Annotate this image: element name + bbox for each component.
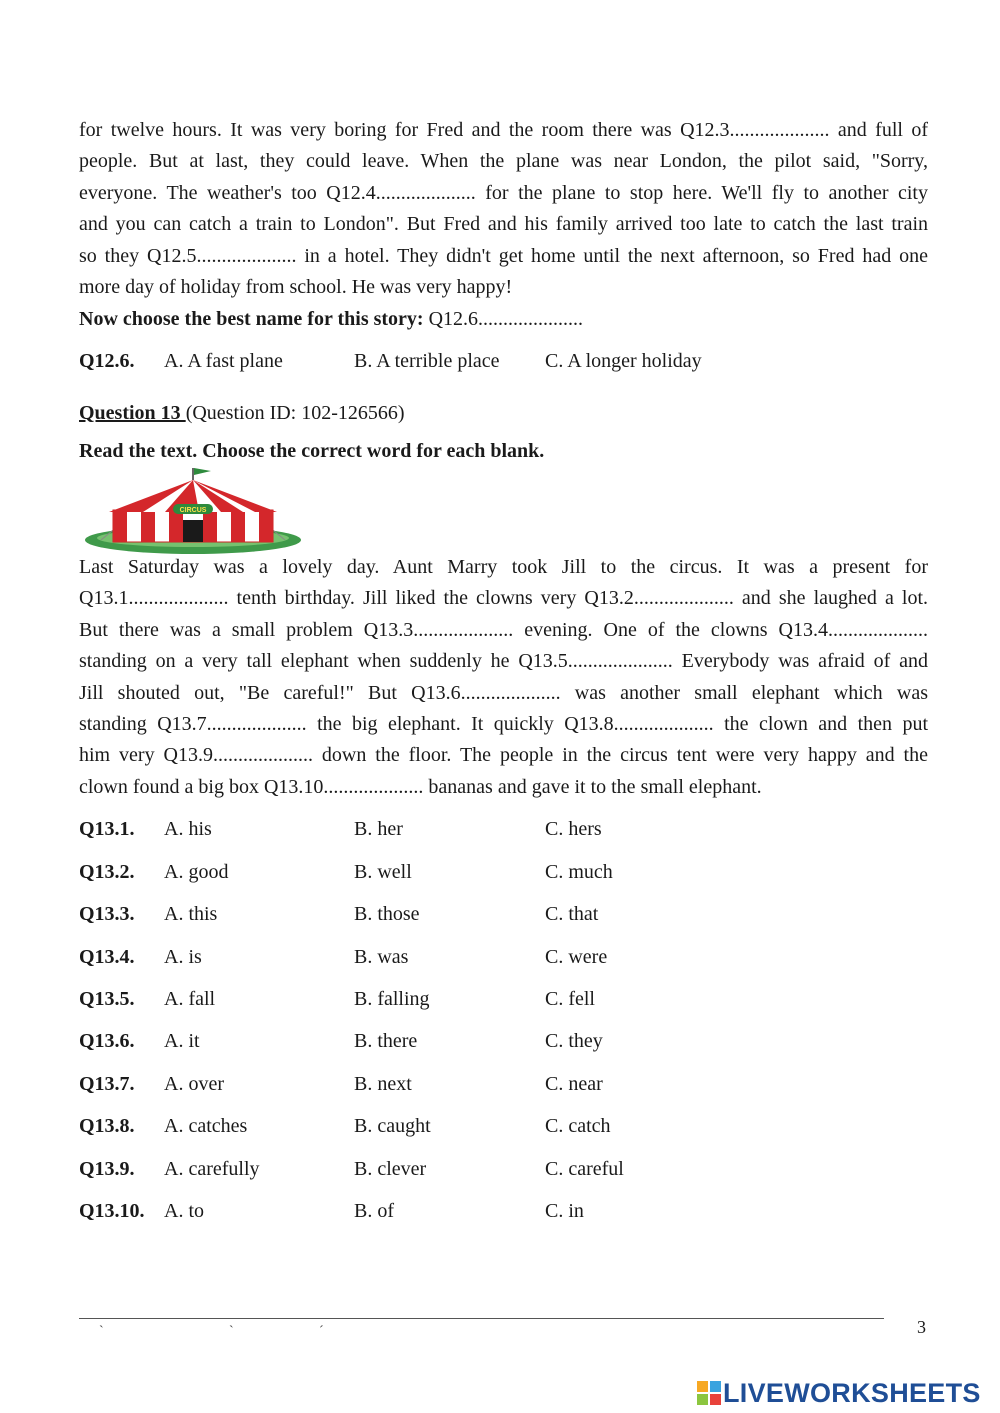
prompt-blank[interactable]: Q12.6..................... bbox=[423, 308, 584, 330]
circus-tent-image bbox=[83, 466, 303, 554]
q13-row bbox=[79, 1200, 929, 1230]
option-a[interactable]: A. is bbox=[164, 946, 202, 968]
question-number: Q13.1. bbox=[79, 818, 135, 840]
q13-row bbox=[79, 1073, 929, 1103]
option-c[interactable]: C. catch bbox=[545, 1115, 611, 1137]
question13-instruction: Read the text. Choose the correct word for each blank. bbox=[79, 440, 545, 462]
question-number: Q13.3. bbox=[79, 903, 135, 925]
footer-mark: ´ bbox=[319, 1324, 324, 1339]
story13-line: Jill shouted out, "Be careful!" But Q13.6.................... was another small elephant which was bbox=[79, 681, 928, 704]
option-b[interactable]: B. well bbox=[354, 861, 412, 883]
question13-heading bbox=[79, 402, 405, 425]
story12-line: for twelve hours. It was very boring for Fred and the room there was Q12.3.................... and full of bbox=[79, 119, 928, 141]
option-c[interactable]: C. fell bbox=[545, 988, 595, 1010]
option-c[interactable]: C. careful bbox=[545, 1158, 624, 1180]
q13-row bbox=[79, 861, 929, 891]
option-b[interactable]: B. of bbox=[354, 1200, 394, 1222]
option-a[interactable]: A. fall bbox=[164, 988, 216, 1010]
prompt-label: Now choose the best name for this story: bbox=[79, 308, 424, 330]
option-c[interactable]: C. A longer holiday bbox=[545, 350, 702, 372]
option-b[interactable]: B. was bbox=[354, 946, 409, 968]
option-a[interactable]: A. A fast plane bbox=[164, 350, 283, 372]
question-number: Q12.6. bbox=[79, 350, 135, 372]
option-a[interactable]: A. over bbox=[164, 1073, 224, 1095]
circus-sign: CIRCUS bbox=[179, 507, 207, 514]
question-number: Q13.9. bbox=[79, 1158, 135, 1180]
question-number: Q13.8. bbox=[79, 1115, 135, 1137]
footer-divider bbox=[79, 1318, 884, 1319]
option-b[interactable]: B. those bbox=[354, 903, 420, 925]
option-b[interactable]: B. clever bbox=[354, 1158, 427, 1180]
option-c[interactable]: C. they bbox=[545, 1030, 603, 1052]
option-a[interactable]: A. to bbox=[164, 1200, 204, 1222]
question-number: Q13.2. bbox=[79, 861, 135, 883]
option-b[interactable]: B. A terrible place bbox=[354, 350, 500, 372]
page-number: 3 bbox=[917, 1317, 926, 1337]
story13-line: standing Q13.7.................... the big elephant. It quickly Q13.8.................... the clown and then put bbox=[79, 712, 928, 735]
option-c[interactable]: C. near bbox=[545, 1073, 603, 1095]
worksheet-page bbox=[79, 0, 929, 1413]
footer-mark: ` bbox=[99, 1324, 104, 1339]
q13-row bbox=[79, 903, 929, 933]
option-c[interactable]: C. much bbox=[545, 861, 613, 883]
liveworksheets-icon bbox=[697, 1381, 721, 1405]
story13-line: Last Saturday was a lovely day. Aunt Marry took Jill to the circus. It was a present for bbox=[79, 556, 928, 578]
option-c[interactable]: C. were bbox=[545, 946, 608, 968]
story13-line: But there was a small problem Q13.3.................... evening. One of the clowns Q13.4.................... bbox=[79, 618, 928, 641]
q13-row bbox=[79, 1158, 929, 1188]
option-b[interactable]: B. her bbox=[354, 818, 403, 840]
story12-paragraph bbox=[79, 115, 928, 303]
story13-line: standing on a very tall elephant when suddenly he Q13.5..................... Everybody was afraid of and bbox=[79, 650, 928, 673]
question-number: Q13.5. bbox=[79, 988, 135, 1010]
question13-title: Question 13 bbox=[79, 402, 186, 424]
footer-mark: ` bbox=[229, 1324, 234, 1339]
q12-6-row bbox=[79, 350, 929, 380]
brand-name: LIVEWORKSHEETS bbox=[723, 1377, 981, 1408]
story12-line: and you can catch a train to London". But Fred and his family arrived too late to catch the last train bbox=[79, 213, 928, 236]
story12-line: so they Q12.5.................... in a hotel. They didn't get home until the next afternoon, so Fred had one bbox=[79, 244, 928, 267]
option-b[interactable]: B. next bbox=[354, 1073, 412, 1095]
option-a[interactable]: A. catches bbox=[164, 1115, 248, 1137]
story12-line: everyone. The weather's too Q12.4.................... for the plane to stop here. We'll fly to another city bbox=[79, 181, 928, 204]
option-a[interactable]: A. good bbox=[164, 861, 229, 883]
story12-line: more day of holiday from school. He was very happy! bbox=[79, 275, 513, 298]
story-name-prompt bbox=[79, 308, 583, 331]
option-a[interactable]: A. it bbox=[164, 1030, 200, 1052]
option-b[interactable]: B. falling bbox=[354, 988, 430, 1010]
story13-line: him very Q13.9.................... down the floor. The people in the circus tent were very happy and the bbox=[79, 744, 928, 767]
question13-id: (Question ID: 102-126566) bbox=[185, 402, 405, 424]
q13-row bbox=[79, 1030, 929, 1060]
option-c[interactable]: C. hers bbox=[545, 818, 602, 840]
question-number: Q13.7. bbox=[79, 1073, 135, 1095]
question-number: Q13.6. bbox=[79, 1030, 135, 1052]
option-b[interactable]: B. there bbox=[354, 1030, 418, 1052]
story13-line: Q13.1.................... tenth birthday. Jill liked the clowns very Q13.2.................... and she laughed a lot. bbox=[79, 587, 928, 610]
option-b[interactable]: B. caught bbox=[354, 1115, 431, 1137]
story12-line: people. But at last, they could leave. When the plane was near London, the pilot said, "Sorry, bbox=[79, 150, 928, 173]
option-a[interactable]: A. carefully bbox=[164, 1158, 260, 1180]
option-c[interactable]: C. in bbox=[545, 1200, 584, 1222]
question-number: Q13.10. bbox=[79, 1200, 145, 1222]
q13-row bbox=[79, 1115, 929, 1145]
story13-paragraph bbox=[79, 552, 928, 803]
option-a[interactable]: A. this bbox=[164, 903, 218, 925]
q13-row bbox=[79, 818, 929, 848]
q13-row bbox=[79, 946, 929, 976]
question-number: Q13.4. bbox=[79, 946, 135, 968]
q13-row bbox=[79, 988, 929, 1018]
option-a[interactable]: A. his bbox=[164, 818, 212, 840]
option-c[interactable]: C. that bbox=[545, 903, 599, 925]
liveworksheets-logo bbox=[697, 1377, 981, 1409]
story13-line: clown found a big box Q13.10.................... bananas and gave it to the small elephant. bbox=[79, 775, 762, 798]
